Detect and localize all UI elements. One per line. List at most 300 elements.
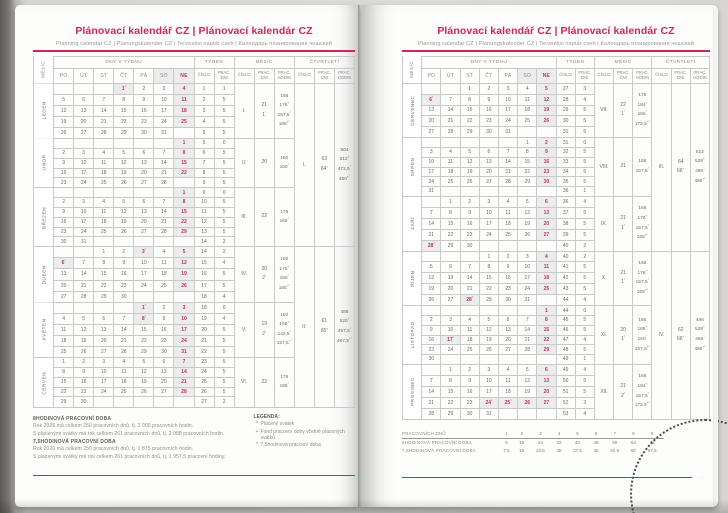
- week-workdays: 5: [214, 168, 234, 178]
- week-workdays: 5: [575, 157, 594, 167]
- week-workdays: 5: [575, 284, 594, 295]
- week-number: 53: [556, 408, 575, 419]
- week-workdays: 5: [575, 207, 594, 218]
- quarter-hours: 512 528+ 480^ 495+^: [690, 83, 709, 251]
- week-workdays: 5: [214, 377, 234, 387]
- header-mesic-vertical: MĚSÍC: [403, 56, 422, 83]
- day-cell: 21: [422, 229, 441, 240]
- day-cell: 30: [422, 354, 441, 364]
- day-cell: 30: [537, 177, 556, 187]
- day-cell: 8: [114, 94, 134, 105]
- mini-value: 5: [566, 430, 590, 439]
- day-cell: 25: [174, 116, 194, 127]
- week-workdays: 3: [575, 83, 594, 94]
- day-cell: 27: [498, 345, 517, 355]
- day-cell: 2: [54, 148, 74, 158]
- week-number: 5: [194, 138, 214, 148]
- month-hours: 168 176+ 157,5^ 165+^: [633, 196, 652, 251]
- week-workdays: 5: [214, 367, 234, 377]
- day-cell: 27: [479, 177, 498, 187]
- day-cell: 23: [498, 284, 517, 295]
- day-cell: 10: [174, 313, 194, 324]
- day-cell: 16: [154, 324, 174, 335]
- day-cell: [174, 127, 194, 138]
- day-cell: 19: [422, 284, 441, 295]
- day-cell: [94, 138, 114, 148]
- week-number: 3: [194, 105, 214, 116]
- day-cell: [537, 127, 556, 138]
- day-cell: [498, 187, 517, 197]
- week-number: 9: [194, 178, 214, 188]
- day-cell: [154, 188, 174, 198]
- quarter-number: I.: [294, 83, 314, 247]
- day-cell: 8: [441, 207, 460, 218]
- week-workdays: 4: [575, 295, 594, 306]
- day-cell: 6: [498, 316, 517, 326]
- month-name: PROSINEC: [403, 364, 422, 419]
- left-footer: [33, 414, 355, 460]
- day-cell: [54, 188, 74, 198]
- day-cell: 17: [74, 168, 94, 178]
- day-cell: 12: [518, 375, 537, 386]
- day-cell: 24: [518, 284, 537, 295]
- legend-title: LEGENDA:: [253, 413, 280, 420]
- week-workdays: 5: [575, 262, 594, 273]
- legend-text: 7,5hodinová pracovní doba: [260, 442, 321, 449]
- day-cell: 25: [94, 178, 114, 188]
- month-number: V.: [234, 302, 254, 357]
- day-cell: 18: [441, 167, 460, 177]
- day-cell: [154, 138, 174, 148]
- day-cell: 13: [134, 158, 154, 168]
- day-cell: [498, 408, 517, 419]
- week-number: 9: [194, 188, 214, 198]
- day-cell: 24: [479, 229, 498, 240]
- day-cell: 7: [422, 207, 441, 218]
- day-cell: [74, 138, 94, 148]
- week-number: 25: [194, 377, 214, 387]
- week-number: 49: [556, 354, 575, 364]
- week-workdays: 5: [214, 148, 234, 158]
- week-number: 37: [556, 207, 575, 218]
- day-cell: 14: [114, 324, 134, 335]
- day-cell: 28: [154, 227, 174, 237]
- day-cell: 10: [94, 367, 114, 377]
- day-cell: 9: [154, 313, 174, 324]
- week-number: 20: [194, 324, 214, 335]
- day-cell: 7: [154, 198, 174, 208]
- day-cell: 29: [54, 397, 74, 407]
- day-cell: 17: [134, 269, 154, 280]
- day-cell: 2: [460, 364, 479, 375]
- week-workdays: 5: [214, 105, 234, 116]
- day-cell: 11: [54, 324, 74, 335]
- day-cell: 19: [114, 217, 134, 227]
- week-number: 19: [194, 313, 214, 324]
- day-cell: 1: [479, 251, 498, 262]
- day-cell: 12: [114, 207, 134, 217]
- header-day-SO: SO: [518, 68, 537, 83]
- day-cell: 13: [134, 207, 154, 217]
- day-cell: 7: [174, 358, 194, 368]
- day-cell: 8: [54, 367, 74, 377]
- day-cell: [518, 240, 537, 251]
- week-number: 27: [556, 83, 575, 94]
- day-cell: 5: [114, 198, 134, 208]
- week-number: 8: [194, 168, 214, 178]
- day-cell: [441, 187, 460, 197]
- page-title: Plánovací kalendář CZ | Plánovací kalendár CZ: [437, 25, 675, 37]
- day-cell: 3*: [134, 247, 154, 258]
- day-cell: 9: [460, 375, 479, 386]
- day-cell: [479, 187, 498, 197]
- day-cell: 1: [460, 83, 479, 94]
- month-name: KVĚTEN: [34, 302, 54, 357]
- mini-value: 8: [627, 430, 641, 439]
- day-cell: 19: [174, 269, 194, 280]
- day-cell: [498, 354, 517, 364]
- day-cell: 3: [74, 198, 94, 208]
- day-cell: 2: [460, 196, 479, 207]
- day-cell: [537, 240, 556, 251]
- day-cell: 16: [54, 168, 74, 178]
- week-number: 7: [194, 158, 214, 168]
- day-cell: 21: [498, 167, 517, 177]
- day-cell: 22: [479, 284, 498, 295]
- day-cell: 13: [498, 325, 517, 335]
- week-workdays: 5: [575, 345, 594, 355]
- day-cell: [479, 306, 498, 316]
- day-cell: 23: [54, 178, 74, 188]
- day-cell: 9: [460, 207, 479, 218]
- day-cell: 15: [54, 377, 74, 387]
- day-cell: 23: [114, 280, 134, 291]
- mini-value: 2: [515, 430, 529, 439]
- day-cell: 11: [441, 157, 460, 167]
- month-number: VIII.: [594, 138, 613, 196]
- week-workdays: 5: [575, 273, 594, 284]
- day-cell: 31: [174, 346, 194, 357]
- week-number: 21: [194, 335, 214, 346]
- week-workdays: 4: [575, 364, 594, 375]
- mini-value: 67,5: [647, 448, 657, 454]
- header-mesic: MĚSÍC: [234, 56, 294, 68]
- week-workdays: 5: [214, 178, 234, 188]
- day-cell: 24: [74, 178, 94, 188]
- day-cell: 17*: [441, 335, 460, 345]
- day-cell: 12: [74, 324, 94, 335]
- week-workdays: 5: [575, 316, 594, 326]
- day-cell: [54, 302, 74, 313]
- day-cell: [460, 251, 479, 262]
- day-cell: [174, 397, 194, 407]
- week-workdays: 5: [214, 94, 234, 105]
- day-cell: [134, 138, 154, 148]
- day-cell: 15: [114, 105, 134, 116]
- day-cell: [74, 188, 94, 198]
- mini-value: 1: [498, 430, 515, 439]
- day-cell: 3: [94, 358, 114, 368]
- day-cell: 17: [154, 105, 174, 116]
- page-subtitle: Planning calendar CZ | Planungskalender CZ | Tervezési naptár cseh | Календарь планирования чешский: [418, 40, 694, 47]
- header-sub: PRAC. DNÍ: [314, 68, 334, 83]
- month-hours: 168 176+ 157,5^ 165+^: [633, 251, 652, 306]
- day-cell: 15: [441, 386, 460, 397]
- day-cell: 20: [154, 377, 174, 387]
- day-cell: 14: [441, 105, 460, 116]
- day-cell: 13: [74, 105, 94, 116]
- day-cell: 26: [74, 346, 94, 357]
- day-cell: [54, 138, 74, 148]
- month-name: LISTOPAD: [403, 306, 422, 364]
- day-cell: 14: [518, 325, 537, 335]
- week-number: 46: [556, 325, 575, 335]
- day-cell: 28*: [460, 295, 479, 306]
- day-cell: 27: [94, 346, 114, 357]
- mini-value: 24: [537, 440, 543, 446]
- day-cell: 27: [537, 229, 556, 240]
- day-cell: 12: [54, 105, 74, 116]
- day-cell: 12: [518, 207, 537, 218]
- day-cell: 8: [460, 94, 479, 105]
- day-cell: 18: [94, 168, 114, 178]
- day-cell: 24: [441, 345, 460, 355]
- header-sub: PRAC. HODIN: [274, 68, 294, 83]
- day-cell: 4: [114, 358, 134, 368]
- header-ctvrtleti: ČTVRTLETÍ: [652, 56, 710, 68]
- day-cell: 15: [460, 105, 479, 116]
- day-cell: 6: [537, 196, 556, 207]
- month-name: ZÁŘÍ: [403, 196, 422, 251]
- month-hours: 160 150^: [274, 138, 294, 187]
- month-number: VII.: [594, 83, 613, 138]
- month-workdays: 22: [254, 358, 274, 408]
- day-cell: 4: [441, 148, 460, 158]
- day-cell: 9: [114, 258, 134, 269]
- day-cell: 30: [479, 127, 498, 138]
- day-cell: 24: [74, 227, 94, 237]
- week-workdays: 0: [214, 188, 234, 198]
- day-cell: 5: [114, 148, 134, 158]
- day-cell: 29: [441, 408, 460, 419]
- day-cell: 26: [174, 280, 194, 291]
- day-cell: 10: [498, 94, 517, 105]
- day-cell: 16: [422, 335, 441, 345]
- week-workdays: 5: [214, 227, 234, 237]
- title-rule: [402, 50, 710, 52]
- day-cell: [154, 237, 174, 247]
- day-cell: 23: [460, 229, 479, 240]
- week-number: 16: [194, 269, 214, 280]
- day-cell: 21: [74, 280, 94, 291]
- note-75h-heading: 7,5HODINOVÁ PRACOVNÍ DOBA: [33, 438, 116, 445]
- day-cell: 4: [154, 247, 174, 258]
- day-cell: 24: [498, 116, 517, 127]
- week-number: 31: [556, 127, 575, 138]
- month-workdays: 20: [254, 138, 274, 187]
- day-cell: 3: [479, 196, 498, 207]
- left-page: [15, 5, 362, 507]
- day-cell: 11: [174, 94, 194, 105]
- month-number: I.: [234, 83, 254, 138]
- day-cell: 11: [537, 262, 556, 273]
- month-workdays: 21 1*: [254, 83, 274, 138]
- day-cell: 10: [134, 258, 154, 269]
- day-cell: 24: [134, 280, 154, 291]
- header-sub: PRAC. DNÍ: [254, 68, 274, 83]
- week-number: 5: [194, 127, 214, 138]
- day-cell: 23: [479, 116, 498, 127]
- day-cell: 11: [498, 207, 517, 218]
- week-number: 14: [194, 237, 214, 247]
- day-cell: 30: [54, 237, 74, 247]
- day-cell: 17: [518, 273, 537, 284]
- day-cell: 21: [154, 168, 174, 178]
- day-cell: 25: [54, 346, 74, 357]
- day-cell: 4: [94, 148, 114, 158]
- month-hours: 176 165^: [274, 358, 294, 408]
- day-cell: 12: [114, 158, 134, 168]
- day-cell: 9: [498, 262, 517, 273]
- day-cell: 19: [537, 105, 556, 116]
- day-cell: 30: [134, 127, 154, 138]
- day-cell: 10: [74, 158, 94, 168]
- day-cell: 29: [537, 345, 556, 355]
- day-cell: 16: [537, 157, 556, 167]
- day-cell: 29: [460, 127, 479, 138]
- day-cell: 18: [460, 335, 479, 345]
- day-cell: 25: [114, 387, 134, 397]
- week-number: 52: [556, 397, 575, 408]
- day-cell: [518, 187, 537, 197]
- day-cell: 24*: [479, 397, 498, 408]
- day-cell: 22: [134, 335, 154, 346]
- day-cell: [422, 83, 441, 94]
- quarter-hours: 488 520+ 457,5^ 487,5+^: [334, 247, 354, 407]
- day-cell: 14: [498, 157, 517, 167]
- day-cell: 14: [422, 218, 441, 229]
- month-name: BŘEZEN: [34, 188, 54, 247]
- day-cell: 24: [422, 177, 441, 187]
- day-cell: 16: [114, 269, 134, 280]
- day-cell: 17: [479, 218, 498, 229]
- day-cell: 6: [74, 94, 94, 105]
- week-number: 42: [556, 273, 575, 284]
- week-number: 13: [194, 227, 214, 237]
- week-workdays: 5: [575, 229, 594, 240]
- week-workdays: 4: [575, 335, 594, 345]
- day-cell: 29: [134, 346, 154, 357]
- header-mesic-vertical: MĚSÍC: [34, 56, 54, 83]
- page-title: Plánovací kalendář CZ | Plánovací kalendár CZ: [75, 25, 313, 37]
- week-workdays: 2: [575, 240, 594, 251]
- day-cell: 15: [174, 207, 194, 217]
- day-cell: 13: [479, 157, 498, 167]
- day-cell: 21: [154, 217, 174, 227]
- day-cell: 3: [479, 364, 498, 375]
- day-cell: 11: [498, 375, 517, 386]
- day-cell: 7: [460, 262, 479, 273]
- day-cell: 1: [174, 188, 194, 198]
- day-cell: 5: [518, 364, 537, 375]
- day-cell: 16: [460, 386, 479, 397]
- mini-row-label: 8HODINOVÁ PRACOVNÍ DOBA: [402, 440, 472, 446]
- day-cell: 13: [154, 367, 174, 377]
- day-cell: 24: [94, 387, 114, 397]
- day-cell: [498, 306, 517, 316]
- day-cell: 18: [94, 217, 114, 227]
- mini-value: 37,5: [573, 448, 582, 454]
- week-number: 40: [556, 251, 575, 262]
- day-cell: 15: [537, 325, 556, 335]
- day-cell: 12: [537, 94, 556, 105]
- header-sub: ČÍSLO: [652, 68, 671, 83]
- day-cell: 6: [134, 198, 154, 208]
- day-cell: 4: [94, 198, 114, 208]
- working-time-notes: [33, 414, 246, 460]
- day-cell: 4: [518, 83, 537, 94]
- week-number: 28: [556, 94, 575, 105]
- month-workdays: 21 1*: [614, 196, 633, 251]
- day-cell: 28: [74, 291, 94, 302]
- week-number: 27: [194, 397, 214, 407]
- day-cell: 21: [460, 284, 479, 295]
- day-cell: 8: [174, 198, 194, 208]
- day-cell: 11: [114, 367, 134, 377]
- day-cell: 21: [441, 116, 460, 127]
- day-cell: 4: [498, 364, 517, 375]
- month-hours: 160 168+ 150^ 157,5+^: [633, 306, 652, 364]
- day-cell: 3: [422, 148, 441, 158]
- month-number: II.: [234, 138, 254, 187]
- mini-value: 30: [556, 448, 562, 454]
- month-hours: 152 168+ 142,5^ 157,5+^: [274, 302, 294, 357]
- week-workdays: 0: [214, 138, 234, 148]
- day-cell: 18: [114, 377, 134, 387]
- day-cell: 26: [479, 345, 498, 355]
- day-cell: 22: [174, 168, 194, 178]
- day-cell: 27: [154, 387, 174, 397]
- day-cell: [114, 138, 134, 148]
- day-cell: 30: [154, 346, 174, 357]
- day-cell: 20: [441, 284, 460, 295]
- day-cell: [518, 408, 537, 419]
- day-cell: [441, 138, 460, 148]
- week-workdays: 5: [575, 325, 594, 335]
- day-cell: 13: [537, 375, 556, 386]
- day-cell: 12: [134, 367, 154, 377]
- header-sub: ČÍSLO: [594, 68, 613, 83]
- day-cell: 2: [537, 138, 556, 148]
- day-cell: 20: [134, 217, 154, 227]
- day-cell: 1: [94, 247, 114, 258]
- note-8h-line2: S placenými svátky má rok celkem 261 pracovních dnů, tj. 2 088 pracovních hodin.: [33, 430, 225, 437]
- day-cell: 28: [94, 127, 114, 138]
- day-cell: 5: [460, 148, 479, 158]
- day-cell: [422, 138, 441, 148]
- legend-symbol: *: [256, 421, 258, 428]
- day-cell: 19: [479, 335, 498, 345]
- month-workdays: 20 2*: [254, 247, 274, 302]
- day-cell: 17: [422, 167, 441, 177]
- week-number: 23: [194, 358, 214, 368]
- day-cell: 20: [537, 386, 556, 397]
- week-workdays: 5: [214, 280, 234, 291]
- day-cell: 29: [441, 240, 460, 251]
- day-cell: 1*: [134, 302, 154, 313]
- day-cell: 7: [518, 316, 537, 326]
- week-number: 45: [556, 316, 575, 326]
